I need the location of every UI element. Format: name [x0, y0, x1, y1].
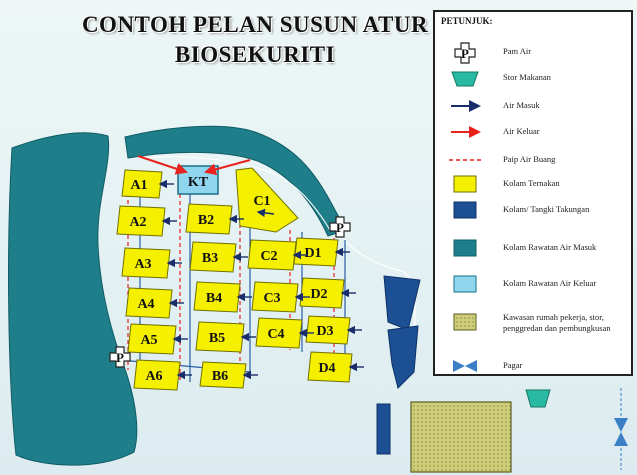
pond-label: D4 [318, 361, 336, 376]
pond-label: D2 [310, 287, 328, 302]
pond-label: A4 [137, 297, 155, 312]
worker-area-icon [443, 312, 487, 334]
legend-item-label: Air Masuk [503, 100, 540, 110]
legend-heading: PETUNJUK: [441, 16, 493, 26]
left-water-body [9, 133, 137, 465]
food-store-icon [526, 390, 550, 407]
pond-label: B4 [205, 291, 223, 306]
legend-item-label: Air Keluar [503, 126, 540, 136]
pond-label: B5 [208, 331, 226, 346]
pump-icon [443, 42, 487, 64]
legend-item-label: Kolam/ Tangki Takungan [503, 204, 590, 214]
pond-label: C2 [260, 249, 278, 264]
outlet-treatment-pond-icon [443, 274, 487, 296]
pond-label: B6 [211, 369, 229, 384]
diagram-title-line-1: CONTOH PELAN SUSUN ATUR [81, 12, 429, 37]
pond-label: C3 [263, 291, 281, 306]
legend-item-label: Paip Air Buang [503, 154, 556, 164]
inlet-treatment-pond-icon [443, 238, 487, 260]
pond-label: A5 [140, 333, 158, 348]
pond-label: C4 [267, 327, 285, 342]
water-in-arrow-icon [443, 96, 487, 118]
drain-pipe-icon [443, 150, 487, 172]
legend-panel [433, 10, 633, 376]
pump-label: P [116, 350, 124, 365]
pond-label: A1 [130, 178, 148, 193]
pond-label: B3 [201, 251, 219, 266]
pond-label: A2 [129, 215, 147, 230]
legend-item-label: Stor Makanan [503, 72, 551, 82]
pond-label: D1 [304, 246, 322, 261]
legend-item-label: Kolam Rawatan Air Keluar [503, 278, 597, 288]
food-store-icon [443, 68, 487, 90]
pump-label: P [461, 46, 469, 61]
legend-item-label: Kolam Ternakan [503, 178, 560, 188]
pump-label: P [336, 220, 344, 235]
culture-pond-icon [443, 174, 487, 196]
worker-housing-area [411, 402, 511, 472]
legend-item-label: Kawasan rumah pekerja, stor, penggredan dan pembungkusan [503, 312, 611, 333]
legend-item-label: Kolam Rawatan Air Masuk [503, 242, 597, 252]
fence-icon [443, 356, 487, 378]
pond-label: C1 [253, 194, 271, 209]
pond-label: A6 [145, 369, 163, 384]
outlet-treatment-pond-label: KT [187, 175, 209, 190]
reservoir-tank-icon [443, 200, 487, 222]
diagram-title-line-2: BIOSEKURITI [174, 42, 336, 67]
pond-label: B2 [197, 213, 215, 228]
legend-item-label: Pam Air [503, 46, 532, 56]
pond-label: D3 [316, 324, 334, 339]
legend-item-label: Pagar [503, 360, 523, 370]
pond-label: A3 [134, 257, 152, 272]
fence-icon [614, 388, 628, 470]
water-out-arrow-icon [443, 122, 487, 144]
